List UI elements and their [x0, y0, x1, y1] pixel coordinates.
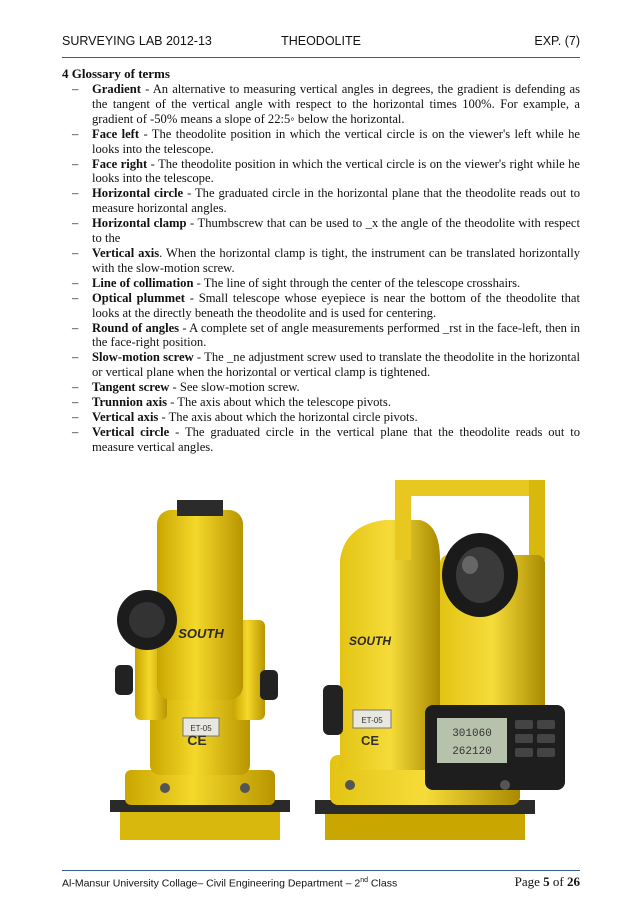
- glossary-definition: - The axis about which the telescope pivots.: [167, 395, 391, 410]
- glossary-term: Optical plummet: [92, 290, 185, 305]
- glossary-definition: - The theodolite position in which the vertical circle is on the viewer's right while he looks into the telescope.: [92, 156, 580, 186]
- display-line-1: 301060: [452, 728, 492, 740]
- glossary-term: Horizontal circle: [92, 186, 184, 201]
- glossary-definition: - Small telescope whose eyepiece is near the bottom of the theodolite that looks at the directly beneath the theodolite and is used for centering.: [92, 290, 580, 320]
- glossary-term: Vertical axis: [92, 245, 160, 260]
- glossary-item: [62, 350, 580, 380]
- bullet-dash: –: [72, 126, 79, 141]
- glossary-item: [62, 246, 580, 276]
- glossary-definition: . When the horizontal clamp is tight, the instrument can be translated horizontally with the slow-motion screw.: [92, 245, 580, 275]
- glossary-term: Gradient: [92, 82, 141, 96]
- section-title: 4 Glossary of terms: [62, 66, 170, 81]
- bullet-dash: –: [72, 409, 79, 424]
- glossary-definition: - An alternative to measuring vertical angles in degrees, the gradient is defending as the tangent of the vertical angle with respect to the horizontal times 100%. For example, a gradient of -50% means a slope of 22:5◦ below the horizontal.: [92, 82, 580, 126]
- model-label-front: ET-05: [190, 724, 212, 733]
- glossary-item: [62, 216, 580, 246]
- ce-mark-side: CE: [360, 733, 380, 748]
- bullet-dash: –: [72, 216, 79, 231]
- glossary-definition: - The axis about which the horizontal circle pivots.: [158, 409, 418, 424]
- bullet-dash: –: [72, 156, 79, 171]
- bullet-dash: –: [72, 245, 79, 260]
- glossary-term: Vertical axis: [92, 409, 159, 424]
- glossary-definition: - See slow-motion screw.: [169, 380, 300, 395]
- glossary-definition: - The graduated circle in the vertical plane that the theodolite reads out to measure vertical angles.: [92, 424, 580, 454]
- bullet-dash: –: [72, 290, 79, 305]
- bullet-dash: –: [72, 186, 79, 201]
- glossary-term: Trunnion axis: [92, 395, 168, 410]
- theodolite-photos: [95, 470, 575, 840]
- glossary-list: [62, 82, 580, 455]
- ce-mark-front: CE: [187, 732, 207, 748]
- glossary-term: Face right: [92, 156, 148, 171]
- brand-logo-front: SOUTH: [178, 626, 224, 641]
- header-experiment: EXP. (7): [534, 34, 580, 48]
- glossary-term: Round of angles: [92, 320, 180, 335]
- glossary-definition: - The _ne adjustment screw used to translate the theodolite in the horizontal or vertical plane when the horizontal or vertical clamp is tightened.: [92, 350, 580, 380]
- theodolite-front-view: [110, 500, 290, 840]
- glossary-item: [62, 321, 580, 351]
- glossary-term: Slow-motion screw: [92, 350, 194, 365]
- brand-logo-side: SOUTH: [349, 634, 391, 648]
- bullet-dash: –: [72, 395, 79, 410]
- bullet-dash: –: [72, 380, 79, 395]
- glossary-term: Line of collimation: [92, 275, 194, 290]
- glossary-item: [62, 82, 580, 127]
- glossary-item: [62, 276, 580, 291]
- bullet-dash: –: [72, 350, 79, 365]
- page-header: [62, 34, 580, 58]
- header-course: SURVEYING LAB 2012-13: [62, 34, 212, 48]
- model-label-side: ET-05: [361, 716, 383, 725]
- bullet-dash: –: [72, 320, 79, 335]
- display-line-2: 262120: [452, 746, 492, 758]
- glossary-item: [62, 395, 580, 410]
- glossary-item: [62, 127, 580, 157]
- glossary-definition: - The line of sight through the center of the telescope crosshairs.: [193, 275, 521, 290]
- glossary-definition: - The graduated circle in the horizontal plane that the theodolite reads out to measure horizontal angles.: [92, 186, 581, 216]
- glossary-term: Tangent screw: [92, 380, 170, 395]
- glossary-item: [62, 157, 580, 187]
- glossary-term: Horizontal clamp: [92, 216, 187, 231]
- bullet-dash: –: [72, 275, 79, 290]
- glossary-term: Vertical circle: [92, 424, 170, 439]
- glossary-item: [62, 425, 580, 455]
- glossary-item: [62, 291, 580, 321]
- header-topic: THEODOLITE: [281, 34, 361, 48]
- glossary-definition: - A complete set of angle measurements performed _rst in the face-left, then in the face-right position.: [92, 320, 580, 350]
- page-footer: [62, 870, 580, 893]
- bullet-dash: –: [72, 424, 79, 439]
- glossary-definition: - The theodolite position in which the vertical circle is on the viewer's left while he looks into the telescope.: [92, 126, 580, 156]
- bullet-dash: –: [72, 82, 79, 96]
- glossary-item: [62, 186, 580, 216]
- glossary-term: Face left: [92, 126, 140, 141]
- glossary-item: [62, 380, 580, 395]
- theodolite-side-view: [315, 480, 565, 840]
- glossary-definition: - Thumbscrew that can be used to _x the angle of the theodolite with respect to the: [92, 216, 580, 246]
- footer-institution: Al-Mansur University Collage– Civil Engineering Department – 2nd Class: [62, 877, 398, 890]
- page-number: Page 5 of 26: [514, 874, 580, 889]
- glossary-item: [62, 410, 580, 425]
